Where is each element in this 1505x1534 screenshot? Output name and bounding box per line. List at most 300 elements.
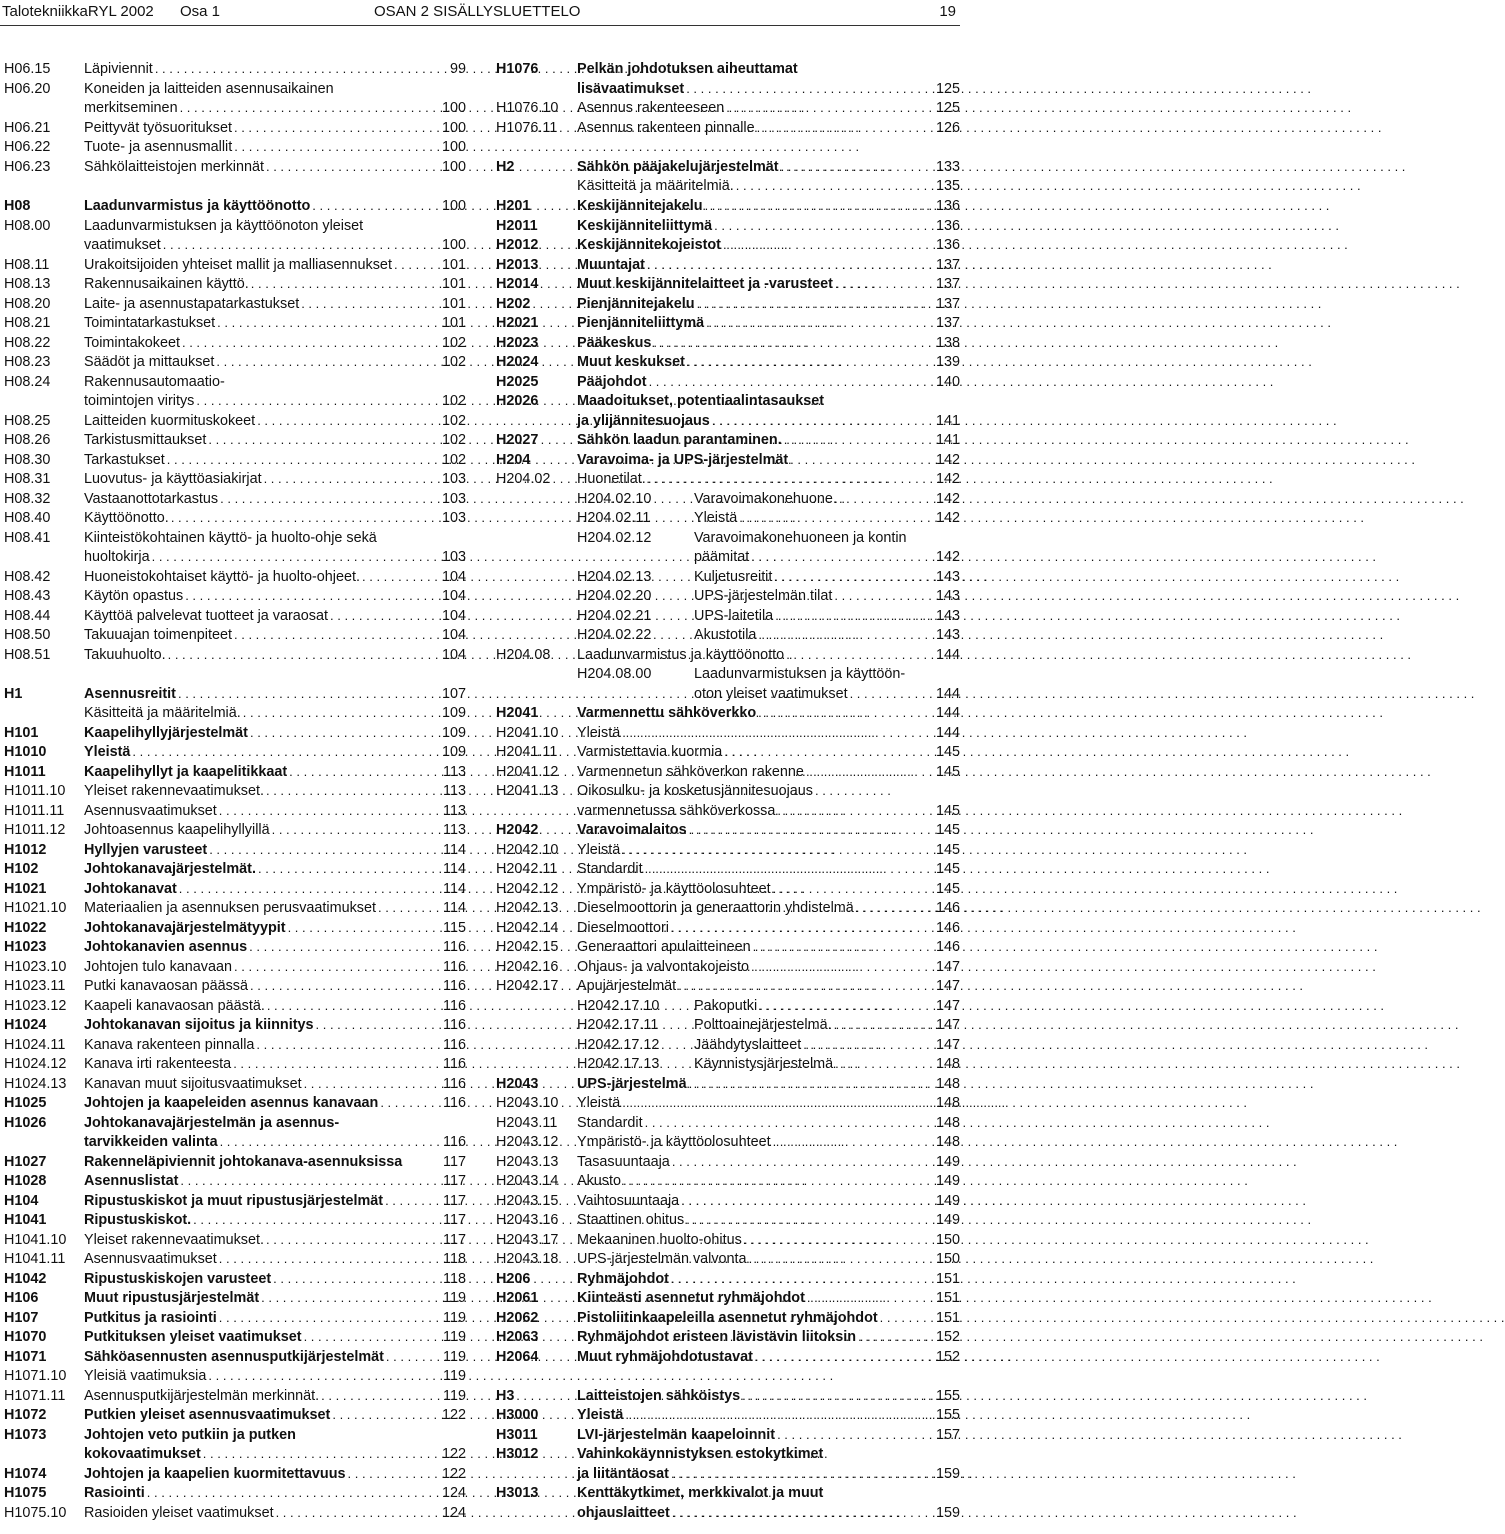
toc-entry-code: H2026 — [496, 393, 539, 409]
toc-entry-title: Kanava irti rakenteesta — [84, 1056, 232, 1072]
toc-entry-code: H1 — [4, 686, 23, 702]
toc-entry — [4, 372, 466, 392]
toc-entry-page: 148 — [935, 1095, 960, 1111]
toc-entry-page: 119 — [443, 1388, 466, 1404]
toc-entry-page: 117 — [443, 1154, 466, 1170]
toc-entry-code: H1012 — [4, 842, 47, 858]
toc-entry-code: H2064 — [496, 1349, 539, 1365]
toc-entry-leader — [773, 606, 1400, 626]
toc-entry-code: H204.02 — [496, 471, 551, 487]
toc-entry-leader — [801, 1035, 1428, 1055]
toc-entry-page: 151 — [935, 1310, 960, 1326]
toc-entry — [496, 723, 960, 743]
toc-entry-leader — [747, 1249, 1374, 1269]
toc-entry — [496, 528, 960, 548]
toc-entry-title: kokovaatimukset — [84, 1446, 201, 1462]
toc-entry-title: Säädöt ja mittaukset — [84, 354, 215, 370]
toc-entry-title: ja ylijännitesuojaus — [577, 413, 710, 429]
toc-entry-code: H3012 — [496, 1446, 539, 1462]
toc-entry-page: 113 — [443, 764, 466, 780]
toc-entry-leader — [620, 723, 1247, 743]
toc-entry-leader — [740, 1386, 1367, 1406]
toc-entry-leader — [775, 801, 1402, 821]
toc-entry-code: H2043.13 — [496, 1154, 559, 1170]
toc-entry-page: 107 — [441, 686, 466, 702]
toc-entry-code: H06.22 — [4, 139, 51, 155]
toc-entry-code: H104 — [4, 1193, 39, 1209]
toc-entry-page: 104 — [441, 647, 466, 663]
toc-entry-leader — [687, 1074, 1314, 1094]
toc-entry-code: H2043.17 — [496, 1232, 559, 1248]
toc-entry-title: Keskijännitekojeistot — [577, 237, 721, 253]
toc-entry-code: H2024 — [496, 354, 539, 370]
toc-entry-page: 104 — [441, 569, 466, 585]
toc-entry-title: Sähkön laadun parantaminen. — [577, 432, 782, 448]
toc-entry-title: Toimintatarkastukset — [84, 315, 216, 331]
toc-entry-title: Yleistä — [577, 842, 621, 858]
toc-entry-leader — [206, 1366, 833, 1386]
toc-entry — [4, 1464, 466, 1484]
toc-entry-code: H1027 — [4, 1154, 47, 1170]
toc-entry-code: H08.43 — [4, 588, 51, 604]
toc-entry-title: Rakennusaikainen käyttö. — [84, 276, 249, 292]
toc-entry — [496, 1230, 960, 1250]
toc-entry — [4, 1269, 466, 1289]
toc-entry-code: H1010 — [4, 744, 47, 760]
toc-entry-code: H08.31 — [4, 471, 51, 487]
toc-entry-page: 101 — [441, 315, 466, 331]
toc-entry — [4, 1405, 466, 1425]
toc-entry-title: Putkien yleiset asennusvaatimukset — [84, 1407, 331, 1423]
toc-entry-title: Käsitteitä ja määritelmiä. — [84, 705, 241, 721]
toc-entry-page: 102 — [441, 452, 466, 468]
toc-entry-page: 114 — [443, 881, 466, 897]
toc-entry-leader — [749, 957, 1376, 977]
toc-entry-leader — [722, 742, 1349, 762]
toc-entry-code: H08.22 — [4, 335, 51, 351]
toc-entry-code: H2043.18 — [496, 1251, 559, 1267]
toc-entry-code: H1075 — [4, 1485, 47, 1501]
toc-entry-page: 113 — [443, 822, 466, 838]
toc-entry-leader — [751, 937, 1378, 957]
toc-entry — [496, 664, 960, 684]
toc-entry-title: Sähkön pääjakelujärjestelmät — [577, 159, 779, 175]
toc-entry — [496, 859, 960, 879]
toc-entry-page: 125 — [935, 81, 960, 97]
toc-entry — [4, 508, 466, 528]
toc-entry — [4, 59, 466, 79]
toc-entry — [4, 1327, 466, 1347]
toc-entry-page: 145 — [935, 861, 960, 877]
toc-entry — [496, 684, 960, 704]
toc-entry-title: Varmistettavia kuormia — [577, 744, 723, 760]
toc-entry — [4, 820, 466, 840]
toc-entry — [4, 957, 466, 977]
toc-entry — [4, 1483, 466, 1503]
toc-entry — [496, 430, 960, 450]
toc-entry-title: Peittyvät työsuoritukset — [84, 120, 232, 136]
toc-entry-page: 101 — [441, 276, 466, 292]
toc-entry-code: H2041.12 — [496, 764, 559, 780]
toc-entry-title: UPS-järjestelmä — [577, 1076, 687, 1092]
toc-entry — [496, 762, 960, 782]
toc-entry-page: 100 — [441, 100, 466, 116]
toc-entry — [4, 1093, 466, 1113]
toc-entry-leader — [670, 1152, 1297, 1172]
toc-entry-title: Takuuajan toimenpiteet — [84, 627, 233, 643]
toc-entry-leader — [669, 918, 1296, 938]
toc-entry-page: 135 — [935, 178, 960, 194]
toc-entry — [4, 547, 466, 567]
toc-entry-title: UPS-järjestelmän tilat — [694, 588, 833, 604]
toc-entry-code: H1024.13 — [4, 1076, 67, 1092]
toc-entry-page: 116 — [443, 959, 466, 975]
toc-entry-page: 103 — [441, 471, 466, 487]
toc-entry-page: 114 — [443, 861, 466, 877]
toc-entry — [496, 1015, 960, 1035]
toc-entry-page: 146 — [935, 920, 960, 936]
toc-entry-title: Johtoasennus kaapelihyllyillä — [84, 822, 270, 838]
toc-entry — [496, 1483, 960, 1503]
toc-entry — [496, 1191, 960, 1211]
toc-entry-page: 145 — [935, 881, 960, 897]
toc-entry — [4, 137, 466, 157]
toc-entry-title: Putkituksen yleiset vaatimukset — [84, 1329, 302, 1345]
toc-entry-page: 159 — [935, 1505, 960, 1521]
toc-entry-page: 137 — [935, 315, 960, 331]
toc-entry-title: Kaapelihyllyt ja kaapelitikkaat — [84, 764, 288, 780]
toc-entry-title: Generaattori apulaitteineen — [577, 939, 751, 955]
toc-entry-title: lisävaatimukset — [577, 81, 685, 97]
toc-entry-title: Ripustuskiskot ja muut ripustusjärjestelmät — [84, 1193, 384, 1209]
toc-entry — [4, 1015, 466, 1035]
toc-entry-leader — [833, 274, 1460, 294]
toc-entry-leader — [676, 976, 1303, 996]
toc-entry-code: H1023.11 — [4, 978, 66, 994]
toc-entry-page: 136 — [935, 218, 960, 234]
toc-entry — [4, 450, 466, 470]
toc-entry-code: H08.26 — [4, 432, 51, 448]
toc-entry-page: 143 — [935, 608, 960, 624]
toc-entry-code: H1070 — [4, 1329, 47, 1345]
toc-entry-page: 101 — [441, 296, 466, 312]
toc-entry-title: Johtokanavajärjestelmän ja asennus- — [84, 1115, 340, 1131]
toc-entry-code: H1011.10 — [4, 783, 66, 799]
toc-entry-title: Kanava rakenteen pinnalla — [84, 1037, 255, 1053]
toc-entry — [496, 996, 960, 1016]
toc-entry — [4, 1386, 466, 1406]
toc-entry-page: 142 — [935, 491, 960, 507]
toc-entry — [4, 430, 466, 450]
toc-entry — [4, 1113, 466, 1133]
toc-entry — [4, 859, 466, 879]
toc-entry-page: 109 — [441, 725, 466, 741]
toc-entry — [4, 762, 466, 782]
toc-entry-title: Johtokanavat — [84, 881, 177, 897]
toc-entry-leader — [679, 1191, 1306, 1211]
toc-entry-code: H1021 — [4, 881, 47, 897]
toc-entry-page: 147 — [935, 959, 960, 975]
toc-entry-leader — [833, 1054, 1460, 1074]
toc-entry-code: H204.02.10 — [577, 491, 652, 507]
toc-entry — [496, 1035, 960, 1055]
toc-entry — [496, 216, 960, 236]
toc-entry-code: H2061 — [496, 1290, 539, 1306]
toc-entry-title: Ripustuskiskot. — [84, 1212, 192, 1228]
toc-entry-page: 126 — [935, 120, 960, 136]
toc-entry-page: 116 — [443, 1134, 466, 1150]
toc-entry-title: Laitteiden kuormituskokeet — [84, 413, 256, 429]
toc-entry-leader — [756, 625, 1383, 645]
toc-entry-page: 113 — [443, 803, 466, 819]
toc-entry-title: Huoneistokohtaiset käyttö- ja huolto-ohjeet. — [84, 569, 360, 585]
toc-entry-page: 150 — [935, 1251, 960, 1267]
toc-entry-page: 122 — [441, 1407, 466, 1423]
toc-entry-code: H3 — [496, 1388, 515, 1404]
toc-entry-code: H2042.10 — [496, 842, 559, 858]
toc-entry-page: 125 — [935, 100, 960, 116]
toc-entry-code: H1071.11 — [4, 1388, 66, 1404]
toc-entry — [4, 489, 466, 509]
toc-entry — [4, 1503, 466, 1523]
toc-entry-page: 144 — [935, 725, 960, 741]
toc-entry-page: 148 — [935, 1115, 960, 1131]
toc-entry — [496, 118, 960, 138]
toc-entry-page: 102 — [441, 354, 466, 370]
toc-entry-leader — [804, 762, 1431, 782]
toc-entry — [4, 742, 466, 762]
toc-entry — [496, 957, 960, 977]
toc-entry-title: Johtojen ja kaapeleiden asennus kanavaan — [84, 1095, 379, 1111]
toc-entry-code: H204.02.13 — [577, 569, 652, 585]
toc-entry-code: H2043.12 — [496, 1134, 559, 1150]
toc-entry — [496, 352, 960, 372]
toc-entry-page: 109 — [441, 705, 466, 721]
toc-entry — [496, 98, 960, 118]
toc-entry — [4, 157, 466, 177]
toc-entry — [496, 1093, 960, 1113]
toc-entry-leader — [757, 996, 1384, 1016]
toc-entry-leader — [788, 450, 1415, 470]
toc-entry-code: H1023 — [4, 939, 47, 955]
toc-entry-code: H1042 — [4, 1271, 47, 1287]
toc-entry-title: Muut keskukset — [577, 354, 685, 370]
toc-entry-title: Rakennusautomaatio- — [84, 374, 225, 390]
toc-entry — [4, 1288, 466, 1308]
toc-entry-title: Rasioiden yleiset vaatimukset — [84, 1505, 274, 1521]
toc-entry-code: H2043.10 — [496, 1095, 559, 1111]
toc-entry-page: 114 — [443, 842, 466, 858]
toc-entry — [4, 586, 466, 606]
toc-entry-leader — [687, 820, 1314, 840]
page-number: 19 — [939, 3, 956, 20]
toc-entry-code: H1026 — [4, 1115, 47, 1131]
toc-entry-title: toimintojen viritys — [84, 393, 195, 409]
toc-entry-title: Jäähdytyslaitteet — [694, 1037, 802, 1053]
toc-entry-code: H2043.15 — [496, 1193, 559, 1209]
toc-entry-title: Muuntajat — [577, 257, 645, 273]
toc-entry-title: Putkitus ja rasiointi — [84, 1310, 217, 1326]
toc-entry-code: H1076.11 — [496, 120, 558, 136]
toc-entry — [4, 1308, 466, 1328]
toc-entry-code: H08.32 — [4, 491, 51, 507]
toc-entry — [496, 1113, 960, 1133]
toc-entry-title: Polttoainejärjestelmä. — [694, 1017, 832, 1033]
toc-entry-code: H08.41 — [4, 530, 51, 546]
toc-entry — [496, 1386, 960, 1406]
toc-entry-title: päämitat — [694, 549, 750, 565]
toc-entry — [4, 606, 466, 626]
toc-entry-title: Yleiset rakennevaatimukset. — [84, 1232, 264, 1248]
toc-entry — [4, 118, 466, 138]
toc-entry-code: H08.00 — [4, 218, 51, 234]
toc-entry — [4, 1249, 466, 1269]
toc-entry-code: H204.02.20 — [577, 588, 652, 604]
toc-entry-leader — [620, 840, 1247, 860]
toc-entry-code: H08.51 — [4, 647, 51, 663]
toc-entry-title: Kuljetusreitit — [694, 569, 773, 585]
toc-entry-code: H102 — [4, 861, 39, 877]
toc-entry-code: H2042.17.13 — [577, 1056, 660, 1072]
toc-entry-page: 143 — [935, 627, 960, 643]
toc-entry — [496, 450, 960, 470]
toc-entry-page: 141 — [935, 432, 960, 448]
toc-entry-leader — [832, 1015, 1459, 1035]
toc-entry — [496, 976, 960, 996]
toc-entry — [4, 723, 466, 743]
toc-entry-code: H08.25 — [4, 413, 51, 429]
toc-entry-title: Standardit — [577, 1115, 643, 1131]
toc-entry-code: H1072 — [4, 1407, 47, 1423]
toc-entry-title: Tarkistusmittaukset — [84, 432, 207, 448]
toc-entry-leader — [232, 137, 859, 157]
toc-entry — [496, 1074, 960, 1094]
toc-entry-page: 116 — [443, 998, 466, 1014]
toc-entry-title: LVI-järjestelmän kaapeloinnit — [577, 1427, 776, 1443]
toc-entry-title: Muut ryhmäjohdotustavat — [577, 1349, 753, 1365]
toc-entry-code: H202 — [496, 296, 531, 312]
toc-entry-code: H107 — [4, 1310, 39, 1326]
toc-entry-title: Kaapelihyllyjärjestelmät — [84, 725, 248, 741]
toc-entry-page: 119 — [443, 1368, 466, 1384]
toc-entry — [496, 742, 960, 762]
toc-entry-code: H2043.16 — [496, 1212, 559, 1228]
toc-entry-title: Rakenneläpiviennit johtokanava-asennuksissa — [84, 1154, 403, 1170]
toc-entry-code: H1022 — [4, 920, 47, 936]
toc-entry-code: H2025 — [496, 374, 539, 390]
toc-entry-title: Yleiset rakennevaatimukset. — [84, 783, 264, 799]
toc-entry — [4, 1210, 466, 1230]
toc-entry-page: 151 — [935, 1290, 960, 1306]
toc-entry-page: 118 — [443, 1271, 466, 1287]
toc-entry-leader — [703, 196, 1330, 216]
toc-entry-leader — [749, 547, 1376, 567]
toc-entry-title: Pelkän johdotuksen aiheuttamat — [577, 61, 798, 77]
toc-entry-page: 102 — [441, 432, 466, 448]
toc-entry — [496, 411, 960, 431]
toc-entry — [4, 196, 466, 216]
toc-entry-code: H2042.15 — [496, 939, 559, 955]
toc-entry — [496, 1444, 960, 1464]
toc-entry-title: Käsitteitä ja määritelmiä. — [577, 178, 734, 194]
toc-entry-leader — [651, 333, 1278, 353]
toc-entry-code: H2014 — [496, 276, 539, 292]
toc-entry-title: Urakoitsijoiden yhteiset mallit ja malliasennukset — [84, 257, 392, 273]
page-header — [0, 0, 960, 38]
toc-entry-title: Kaapeli kanavaosan päästä. — [84, 998, 265, 1014]
toc-entry-page: 147 — [935, 1017, 960, 1033]
toc-entry-code: H1071.10 — [4, 1368, 67, 1384]
toc-entry — [496, 781, 960, 801]
toc-entry-code: H1025 — [4, 1095, 47, 1111]
toc-entry-page: 145 — [935, 764, 960, 780]
toc-entry-code: H2043 — [496, 1076, 539, 1092]
toc-entry-code: H2042.14 — [496, 920, 559, 936]
toc-entry-code: H1011 — [4, 764, 46, 780]
toc-entry-page: 124 — [441, 1505, 466, 1521]
toc-entry-page: 147 — [935, 1037, 960, 1053]
toc-entry-page: 116 — [443, 939, 466, 955]
toc-entry-title: Pääkeskus — [577, 335, 652, 351]
toc-entry-code: H204.02.21 — [577, 608, 652, 624]
toc-entry-title: Akusto — [577, 1173, 621, 1189]
toc-entry-title: Kenttäkytkimet, merkkivalot ja muut — [577, 1485, 824, 1501]
toc-entry — [496, 1132, 960, 1152]
toc-entry-leader — [756, 703, 1383, 723]
toc-entry-title: Luovutus- ja käyttöasiakirjat — [84, 471, 262, 487]
toc-entry — [496, 1425, 960, 1445]
toc-entry-title: Dieselmoottori — [577, 920, 669, 936]
toc-entry-page: 138 — [935, 335, 960, 351]
toc-entry-title: Varmennetun sähköverkon rakenne — [577, 764, 804, 780]
toc-entry-title: Johtojen ja kaapelien kuormitettavuus — [84, 1466, 346, 1482]
toc-entry-title: Sähkölaitteistojen merkinnät — [84, 159, 264, 175]
toc-entry-page: 116 — [443, 1017, 466, 1033]
toc-entry-page: 117 — [443, 1193, 466, 1209]
toc-entry — [496, 1405, 960, 1425]
toc-entry-title: Putki kanavaosan päässä — [84, 978, 249, 994]
toc-entry-leader — [784, 645, 1411, 665]
toc-entry-code: H204 — [496, 452, 531, 468]
toc-entry-page: 148 — [935, 1076, 960, 1092]
toc-entry — [496, 196, 960, 216]
toc-entry-page: 148 — [935, 1056, 960, 1072]
toc-entry-title: Ympäristö- ja käyttöolosuhteet — [577, 881, 771, 897]
toc-entry-code: H2043.11 — [496, 1115, 558, 1131]
toc-entry — [496, 879, 960, 899]
toc-entry-title: Keskijännitejakelu — [577, 198, 703, 214]
toc-entry-page: 141 — [935, 413, 960, 429]
toc-entry — [496, 547, 960, 567]
toc-entry-page: 145 — [935, 803, 960, 819]
toc-entry-leader — [755, 118, 1382, 138]
toc-entry — [496, 606, 960, 626]
toc-entry-code: H2021 — [496, 315, 539, 331]
toc-entry-code: H1041.10 — [4, 1232, 67, 1248]
toc-entry-title: Rasiointi — [84, 1485, 145, 1501]
toc-entry-leader — [695, 294, 1322, 314]
toc-entry-code: H08.21 — [4, 315, 51, 331]
toc-entry-code: H3000 — [496, 1407, 539, 1423]
toc-entry-page: 149 — [935, 1193, 960, 1209]
toc-entry-title: vaatimukset — [84, 237, 161, 253]
toc-entry-page: 149 — [935, 1173, 960, 1189]
toc-entry — [4, 1132, 466, 1152]
toc-entry-title: Käyttöönotto. — [84, 510, 169, 526]
toc-entry — [496, 235, 960, 255]
toc-entry-page: 137 — [935, 257, 960, 273]
toc-entry-leader — [771, 879, 1398, 899]
